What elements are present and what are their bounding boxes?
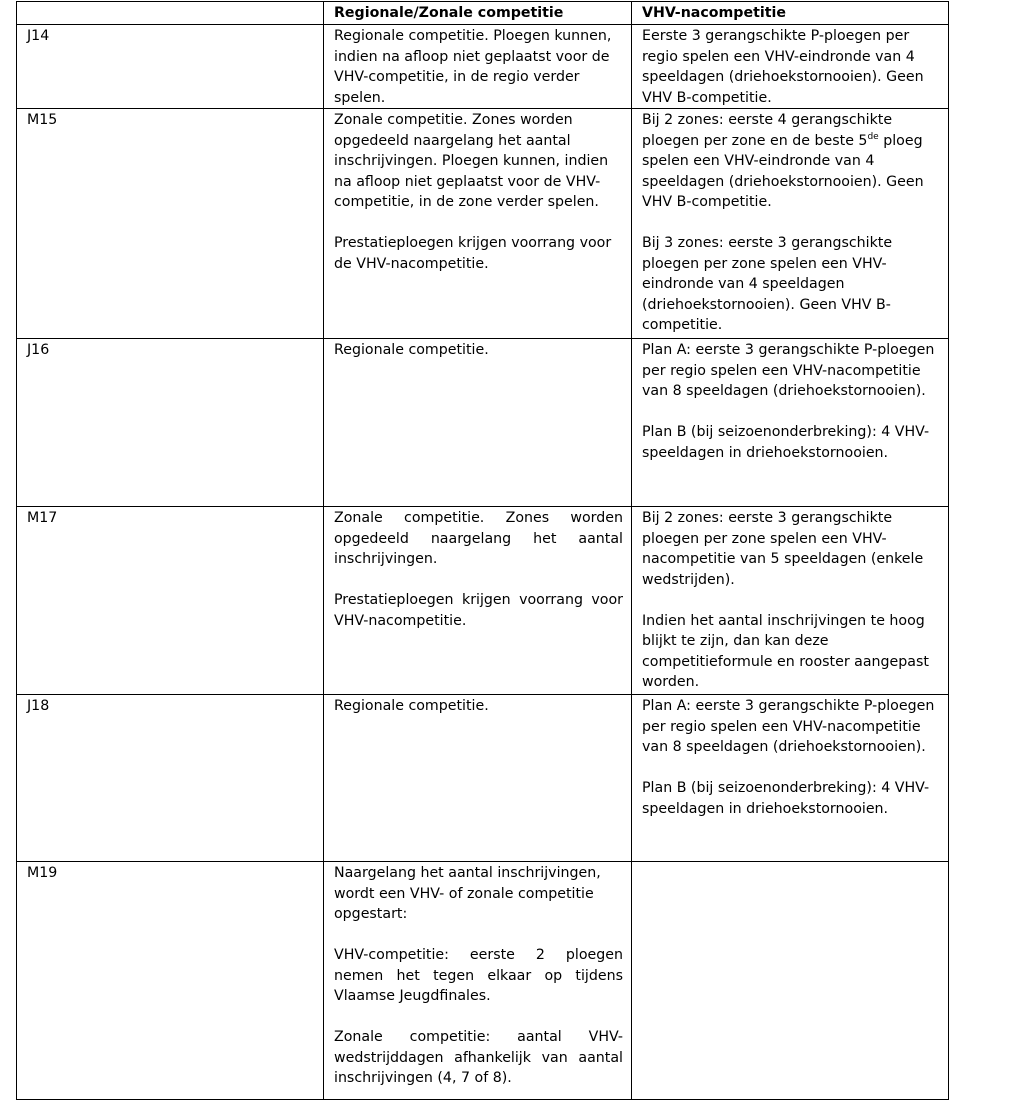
category-cell: J14 — [17, 25, 324, 109]
header-category — [17, 2, 324, 25]
vhv-text: Bij 2 zones: eerste 3 gerangschikte ploegen per zone spelen een VHV-nacompetitie van 5 speeldagen (enkele wedstrijden). — [642, 510, 924, 588]
vhv-cell — [632, 25, 949, 109]
regional-text: VHV-competitie: eerste 2 ploegen nemen het tegen elkaar op tijdens Vlaamse Jeugdfinales. — [334, 947, 623, 1004]
table-row-m17 — [17, 507, 949, 695]
regional-text: Regionale competitie. — [334, 342, 489, 358]
regional-text: Prestatieploegen krijgen voorrang voor VHV-nacompetitie. — [334, 592, 623, 629]
regional-cell — [324, 25, 632, 109]
competition-table — [16, 1, 949, 1100]
vhv-text: Plan B (bij seizoenonderbreking): 4 VHV-speeldagen in driehoekstornooien. — [642, 780, 930, 817]
regional-text: Regionale competitie. Ploegen kunnen, indien na afloop niet geplaatst voor de VHV-competitie, in de regio verder spelen. — [334, 28, 612, 106]
vhv-text: Plan A: eerste 3 gerangschikte P-ploegen per regio spelen een VHV-nacompetitie van 8 speeldagen (driehoekstornooien). — [642, 342, 935, 399]
ordinal-suffix: de — [867, 131, 879, 142]
vhv-cell — [632, 862, 949, 1100]
regional-text: Prestatieploegen krijgen voorrang voor de VHV-nacompetitie. — [334, 235, 612, 272]
regional-text: Zonale competitie. Zones worden opgedeeld naargelang het aantal inschrijvingen. — [334, 510, 623, 567]
regional-cell — [324, 339, 632, 507]
table-row-j16 — [17, 339, 949, 507]
vhv-text — [642, 110, 940, 213]
table-header-row — [17, 2, 949, 25]
regional-cell — [324, 109, 632, 339]
vhv-text: Indien het aantal inschrijvingen te hoog blijkt te zijn, dan kan deze competitieformule en rooster aangepast worden. — [642, 612, 929, 690]
regional-cell — [324, 507, 632, 695]
vhv-cell — [632, 109, 949, 339]
header-regional: Regionale/Zonale competitie — [324, 2, 632, 25]
regional-text: Zonale competitie. Zones worden opgedeeld naargelang het aantal inschrijvingen. Ploegen kunnen, indien na afloop niet geplaatst voor de VHV-competitie, in de zone verder spelen. — [334, 112, 609, 210]
category-cell: J18 — [17, 695, 324, 862]
category-cell: M15 — [17, 109, 324, 339]
category-cell: M19 — [17, 862, 324, 1100]
table-row-m15 — [17, 109, 949, 339]
category-cell: M17 — [17, 507, 324, 695]
table-row-m19 — [17, 862, 949, 1100]
regional-cell — [324, 695, 632, 862]
table-row-j18 — [17, 695, 949, 862]
vhv-text: Plan A: eerste 3 gerangschikte P-ploegen per regio spelen een VHV-nacompetitie van 8 speeldagen (driehoekstornooien). — [642, 698, 935, 755]
vhv-text: Eerste 3 gerangschikte P-ploegen per regio spelen een VHV-eindronde van 4 speeldagen (driehoekstornooien). Geen VHV B-competitie. — [642, 28, 924, 106]
regional-text: Naargelang het aantal inschrijvingen, wordt een VHV- of zonale competitie opgestart: — [334, 865, 601, 922]
vhv-cell — [632, 507, 949, 695]
table-row-j14 — [17, 25, 949, 109]
regional-text: Zonale competitie: aantal VHV-wedstrijddagen afhankelijk van aantal inschrijvingen (4, 7 of 8). — [334, 1029, 623, 1086]
vhv-text-part: Bij 2 zones: eerste 4 gerangschikte ploegen per zone en de beste 5 — [642, 112, 893, 149]
regional-cell — [324, 862, 632, 1100]
vhv-text-part: ploeg spelen een VHV-eindronde van 4 speeldagen (driehoekstornooien). Geen VHV B-competitie. — [642, 132, 924, 210]
vhv-text: Plan B (bij seizoenonderbreking): 4 VHV-speeldagen in driehoekstornooien. — [642, 424, 930, 461]
vhv-text: Bij 3 zones: eerste 3 gerangschikte ploegen per zone spelen een VHV-eindronde van 4 speeldagen (driehoekstornooien). Geen VHV B-competitie. — [642, 235, 893, 333]
regional-text: Regionale competitie. — [334, 698, 489, 714]
vhv-cell — [632, 695, 949, 862]
header-vhv: VHV-nacompetitie — [632, 2, 949, 25]
category-cell: J16 — [17, 339, 324, 507]
vhv-cell — [632, 339, 949, 507]
